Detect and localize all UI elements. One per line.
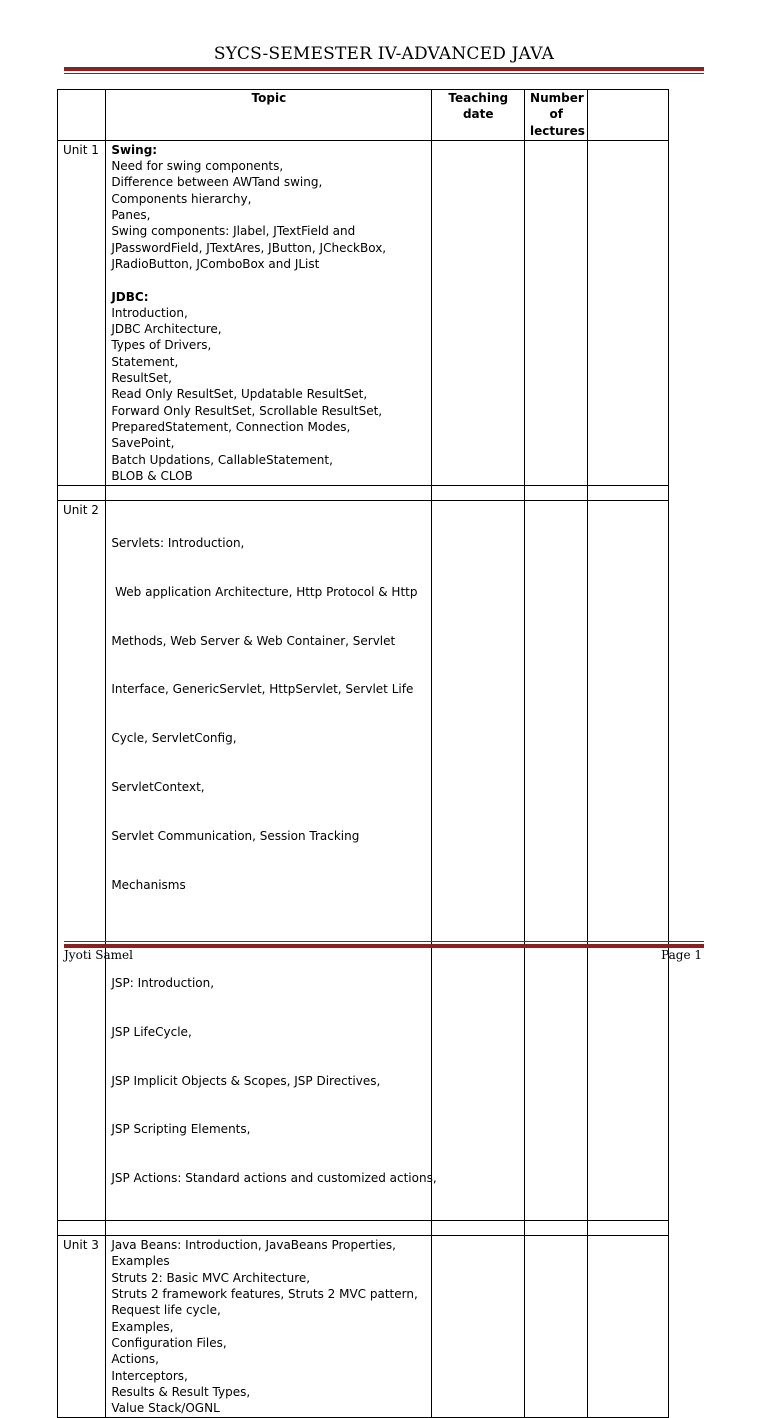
topic-line: Components hierarchy,: [111, 191, 252, 206]
lectures-cell: [525, 1236, 588, 1418]
teaching-date-cell: [432, 1236, 525, 1418]
topic-line: Request life cycle,: [111, 1303, 221, 1318]
teaching-date-cell: [432, 501, 525, 1221]
topic-line: JSP Actions: Standard actions and customized actions,: [111, 1171, 437, 1186]
topic-line: Value Stack/OGNL: [111, 1401, 220, 1416]
topic-line: Forward Only ResultSet, Scrollable ResultSet,: [111, 403, 383, 418]
unit-label: [58, 1236, 106, 1418]
topic-line: JRadioButton, JComboBox and JList: [111, 256, 320, 271]
extra-cell: [588, 1236, 669, 1418]
topic-line: Examples: [111, 1254, 170, 1269]
topic-line: BLOB & CLOB: [111, 468, 193, 483]
footer-author: Jyoti Samel: [64, 948, 133, 962]
syllabus-table: [57, 89, 669, 1418]
table-row-unit3: [58, 1236, 669, 1418]
topic-line: Web application Architecture, Http Protocol & Http: [111, 584, 418, 599]
unit-label-text: Unit 3: [63, 1238, 99, 1253]
spacer-row: [58, 486, 669, 501]
header-teaching-date-text: Teaching date: [448, 91, 509, 122]
header-rule: [64, 67, 704, 74]
header-unit: [58, 90, 106, 141]
footer-page-number: Page 1: [661, 948, 702, 962]
extra-cell: [588, 140, 669, 485]
table-row-unit2: [58, 501, 669, 1221]
topic-line: PreparedStatement, Connection Modes,: [111, 419, 351, 434]
topic-line: Need for swing components,: [111, 159, 284, 174]
topic-line: Cycle, ServletConfig,: [111, 731, 237, 746]
unit-label: [58, 140, 106, 485]
topic-line: Struts 2: Basic MVC Architecture,: [111, 1270, 311, 1285]
topic-line: Actions,: [111, 1352, 159, 1367]
topic-cell: [106, 140, 432, 485]
header-teaching-date: [432, 90, 525, 141]
topic-cell: [106, 1236, 432, 1418]
header-number-of-lectures: [525, 90, 588, 141]
section-heading: JDBC:: [111, 289, 149, 304]
lectures-cell: [525, 140, 588, 485]
topic-line: JSP LifeCycle,: [111, 1024, 192, 1039]
topic-line: JSP Implicit Objects & Scopes, JSP Directives,: [111, 1073, 381, 1088]
topic-line: Java Beans: Introduction, JavaBeans Properties,: [111, 1238, 396, 1253]
topic-line: Struts 2 framework features, Struts 2 MVC pattern,: [111, 1287, 418, 1302]
table-row-unit1: [58, 140, 669, 485]
header-extra: [588, 90, 669, 141]
extra-cell: [588, 501, 669, 1221]
topic-line: Methods, Web Server & Web Container, Servlet: [111, 633, 396, 648]
topic-line: Batch Updations, CallableStatement,: [111, 452, 333, 467]
topic-line: ResultSet,: [111, 371, 172, 386]
page-title: SYCS-SEMESTER IV-ADVANCED JAVA: [213, 44, 555, 64]
header-topic: Topic: [106, 90, 432, 141]
lectures-cell: [525, 501, 588, 1221]
topic-line: JSP Scripting Elements,: [111, 1122, 251, 1137]
unit-label-text: Unit 1: [63, 142, 99, 157]
header-lectures-text: Number of lectures: [530, 91, 585, 138]
topic-line: Difference between AWTand swing,: [111, 175, 323, 190]
topic-line: Introduction,: [111, 305, 188, 320]
topic-line: Panes,: [111, 208, 151, 223]
unit-label-text: Unit 2: [63, 503, 99, 518]
topic-line: Servlets: Introduction,: [111, 535, 245, 550]
topic-line: Types of Drivers,: [111, 338, 212, 353]
footer-rule: [64, 941, 704, 948]
section-heading: Swing:: [111, 142, 158, 157]
topic-line: Interceptors,: [111, 1368, 188, 1383]
topic-line: Servlet Communication, Session Tracking: [111, 829, 360, 844]
topic-cell: [106, 501, 437, 1221]
topic-line: Examples,: [111, 1319, 174, 1334]
topic-line: Read Only ResultSet, Updatable ResultSet,: [111, 387, 368, 402]
topic-line: JPasswordField, JTextAres, JButton, JCheckBox,: [111, 240, 387, 255]
topic-line: JDBC Architecture,: [111, 322, 222, 337]
topic-line: Results & Result Types,: [111, 1384, 251, 1399]
unit-label: [58, 501, 106, 1221]
topic-line: Mechanisms: [111, 877, 186, 892]
topic-line: Configuration Files,: [111, 1335, 227, 1350]
topic-line: Statement,: [111, 354, 179, 369]
spacer-row: [58, 1221, 669, 1236]
topic-line: SavePoint,: [111, 436, 175, 451]
topic-line: Interface, GenericServlet, HttpServlet, Servlet Life: [111, 682, 414, 697]
teaching-date-cell: [432, 140, 525, 485]
topic-line: Swing components: Jlabel, JTextField and: [111, 224, 356, 239]
topic-line: JSP: Introduction,: [111, 975, 215, 990]
table-header-row: [58, 90, 669, 141]
topic-line: ServletContext,: [111, 780, 205, 795]
